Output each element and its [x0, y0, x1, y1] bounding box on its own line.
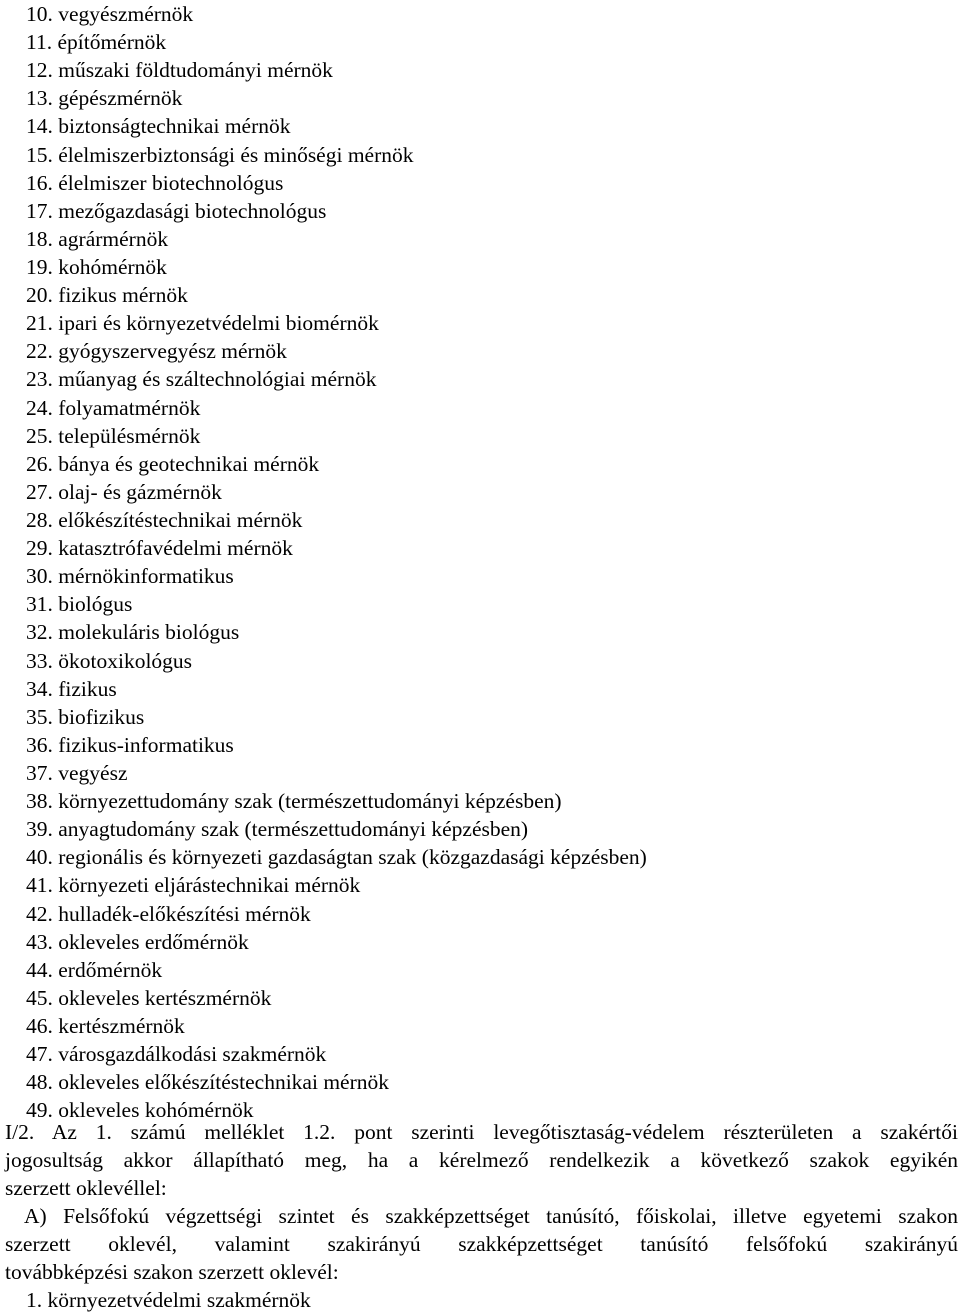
list-item: 24. folyamatmérnök: [26, 395, 201, 420]
list-item: 21. ipari és környezetvédelmi biomérnök: [26, 311, 379, 336]
list-item: 42. hulladék-előkészítési mérnök: [26, 901, 311, 926]
paragraph-line: I/2. Az 1. számú melléklet 1.2. pont szerinti levegőtisztaság-védelem részterületen a szakértői: [5, 1120, 958, 1144]
list-item: 20. fizikus mérnök: [26, 283, 188, 308]
list-item: 30. mérnökinformatikus: [26, 564, 234, 589]
list-item: 16. élelmiszer biotechnológus: [26, 170, 284, 195]
section-a-paragraph: [5, 1202, 958, 1286]
list-item: 35. biofizikus: [26, 704, 145, 729]
section-i2-paragraph: [5, 1118, 958, 1202]
list-item: 1. környezetvédelmi szakmérnök: [26, 1288, 311, 1312]
paragraph-line: továbbképzési szakon szerzett oklevél:: [5, 1260, 339, 1285]
list-item: 39. anyagtudomány szak (természettudományi képzésben): [26, 817, 529, 842]
list-item: 22. gyógyszervegyész mérnök: [26, 339, 287, 364]
list-item: 15. élelmiszerbiztonsági és minőségi mérnök: [26, 142, 414, 167]
list-item: 49. okleveles kohómérnök: [26, 1098, 254, 1123]
list-item: 27. olaj- és gázmérnök: [26, 479, 222, 504]
list-item: 13. gépészmérnök: [26, 86, 183, 111]
paragraph-line: szerzett oklevél, valamint szakirányú szakképzettséget tanúsító felsőfokú szakirányú: [5, 1232, 958, 1257]
list-item: 33. ökotoxikológus: [26, 648, 193, 673]
list-item: 36. fizikus-informatikus: [26, 732, 234, 757]
list-item: 45. okleveles kertészmérnök: [26, 985, 272, 1010]
list-item: 31. biológus: [26, 592, 133, 617]
list-item: 17. mezőgazdasági biotechnológus: [26, 198, 327, 223]
paragraph-line: A) Felsőfokú végzettségi szintet és szakképzettséget tanúsító, főiskolai, illetve egyetemi szakon: [24, 1204, 958, 1228]
list-item: 46. kertészmérnök: [26, 1013, 185, 1038]
list-item: 10. vegyészmérnök: [26, 2, 194, 26]
list-item: 23. műanyag és száltechnológiai mérnök: [26, 367, 377, 392]
list-item: 14. biztonságtechnikai mérnök: [26, 114, 291, 139]
list-item: 37. vegyész: [26, 760, 128, 785]
paragraph-line: jogosultság akkor állapítható meg, ha a kérelmező rendelkezik a következő szakok egyikén: [5, 1148, 958, 1173]
paragraph-line: szerzett oklevéllel:: [5, 1176, 167, 1201]
list-item: 44. erdőmérnök: [26, 957, 163, 982]
list-item: 32. molekuláris biológus: [26, 620, 240, 645]
list-item: 48. okleveles előkészítéstechnikai mérnök: [26, 1070, 389, 1095]
qualification-list: [26, 0, 647, 1124]
list-item: 29. katasztrófavédelmi mérnök: [26, 536, 293, 561]
list-item: 25. településmérnök: [26, 423, 201, 448]
list-item: 11. építőmérnök: [26, 30, 167, 55]
list-item: 28. előkészítéstechnikai mérnök: [26, 507, 303, 532]
list-item: 34. fizikus: [26, 676, 117, 701]
list-item: 43. okleveles erdőmérnök: [26, 929, 249, 954]
list-item: 40. regionális és környezeti gazdaságtan szak (közgazdasági képzésben): [26, 845, 647, 870]
list-item: 19. kohómérnök: [26, 254, 167, 279]
list-item: 47. városgazdálkodási szakmérnök: [26, 1042, 327, 1067]
list-item: 18. agrármérnök: [26, 226, 169, 251]
list-item: 38. környezettudomány szak (természettudományi képzésben): [26, 789, 562, 814]
list-item: 41. környezeti eljárástechnikai mérnök: [26, 873, 361, 898]
list-item: 26. bánya és geotechnikai mérnök: [26, 451, 320, 476]
list-item: 12. műszaki földtudományi mérnök: [26, 58, 333, 83]
